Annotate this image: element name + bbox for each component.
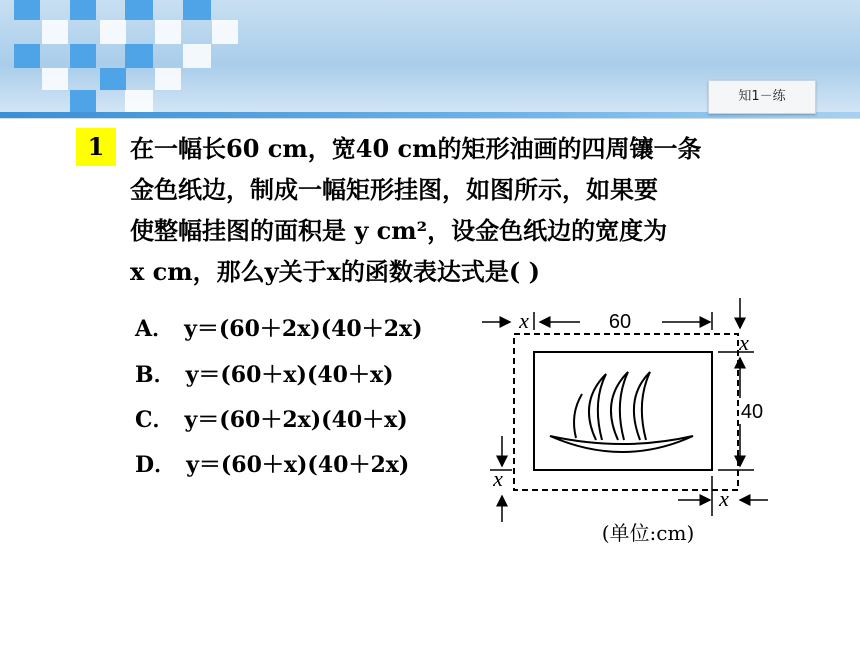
decor-square xyxy=(42,20,68,44)
decor-square xyxy=(14,0,40,20)
option-d[interactable] xyxy=(135,448,409,479)
option-letter: D． xyxy=(135,452,177,478)
option-letter: C． xyxy=(135,407,175,433)
sailboat-icon xyxy=(550,372,693,452)
question-line: 金色纸边，制成一幅矩形挂图，如图所示，如果要 xyxy=(130,175,658,204)
unit-caption: (单位:cm) xyxy=(601,521,695,545)
dim-40-label: 40 xyxy=(740,401,764,423)
dim-60-label: 60 xyxy=(608,311,632,333)
decor-square xyxy=(183,44,211,68)
option-expression: y＝(60＋2x)(40＋x) xyxy=(184,407,408,433)
question-line: 使整幅挂图的面积是 y cm²，设金色纸边的宽度为 xyxy=(130,216,668,245)
decor-square xyxy=(70,0,96,20)
question-line: 在一幅长60 cm，宽40 cm的矩形油画的四周镶一条 xyxy=(130,134,702,163)
decor-square xyxy=(155,68,181,90)
option-letter: A． xyxy=(135,316,175,342)
decor-square xyxy=(14,44,40,68)
section-badge: 知1－练 xyxy=(708,80,816,114)
decor-square xyxy=(42,68,68,90)
option-expression: y＝(60＋x)(40＋2x) xyxy=(186,452,410,478)
option-c[interactable] xyxy=(135,403,408,434)
decor-square xyxy=(125,90,153,112)
option-letter: B． xyxy=(135,362,176,388)
question-line: x cm，那么y关于x的函数表达式是( ) xyxy=(130,257,540,286)
decor-square xyxy=(70,44,96,68)
decor-square xyxy=(70,90,96,112)
option-a[interactable] xyxy=(135,312,423,343)
decor-square xyxy=(100,68,126,90)
question-text xyxy=(130,128,766,292)
decor-square xyxy=(125,44,153,68)
dim-x-label-bottom: x xyxy=(719,486,729,511)
question-number: 1 xyxy=(76,128,116,166)
painting-frame-figure xyxy=(478,290,768,550)
decor-square xyxy=(155,20,181,44)
option-expression: y＝(60＋2x)(40＋2x) xyxy=(184,316,423,342)
dim-x-label-top: x xyxy=(519,308,529,333)
outer-frame-outline xyxy=(514,334,738,490)
option-expression: y＝(60＋x)(40＋x) xyxy=(185,362,394,388)
decor-square xyxy=(183,0,211,20)
dim-x-label-right: x xyxy=(739,330,749,355)
option-b[interactable] xyxy=(135,358,394,389)
decor-square xyxy=(100,20,126,44)
dim-x-label-left: x xyxy=(493,466,503,491)
decor-square xyxy=(125,0,153,20)
decor-square xyxy=(212,20,238,44)
